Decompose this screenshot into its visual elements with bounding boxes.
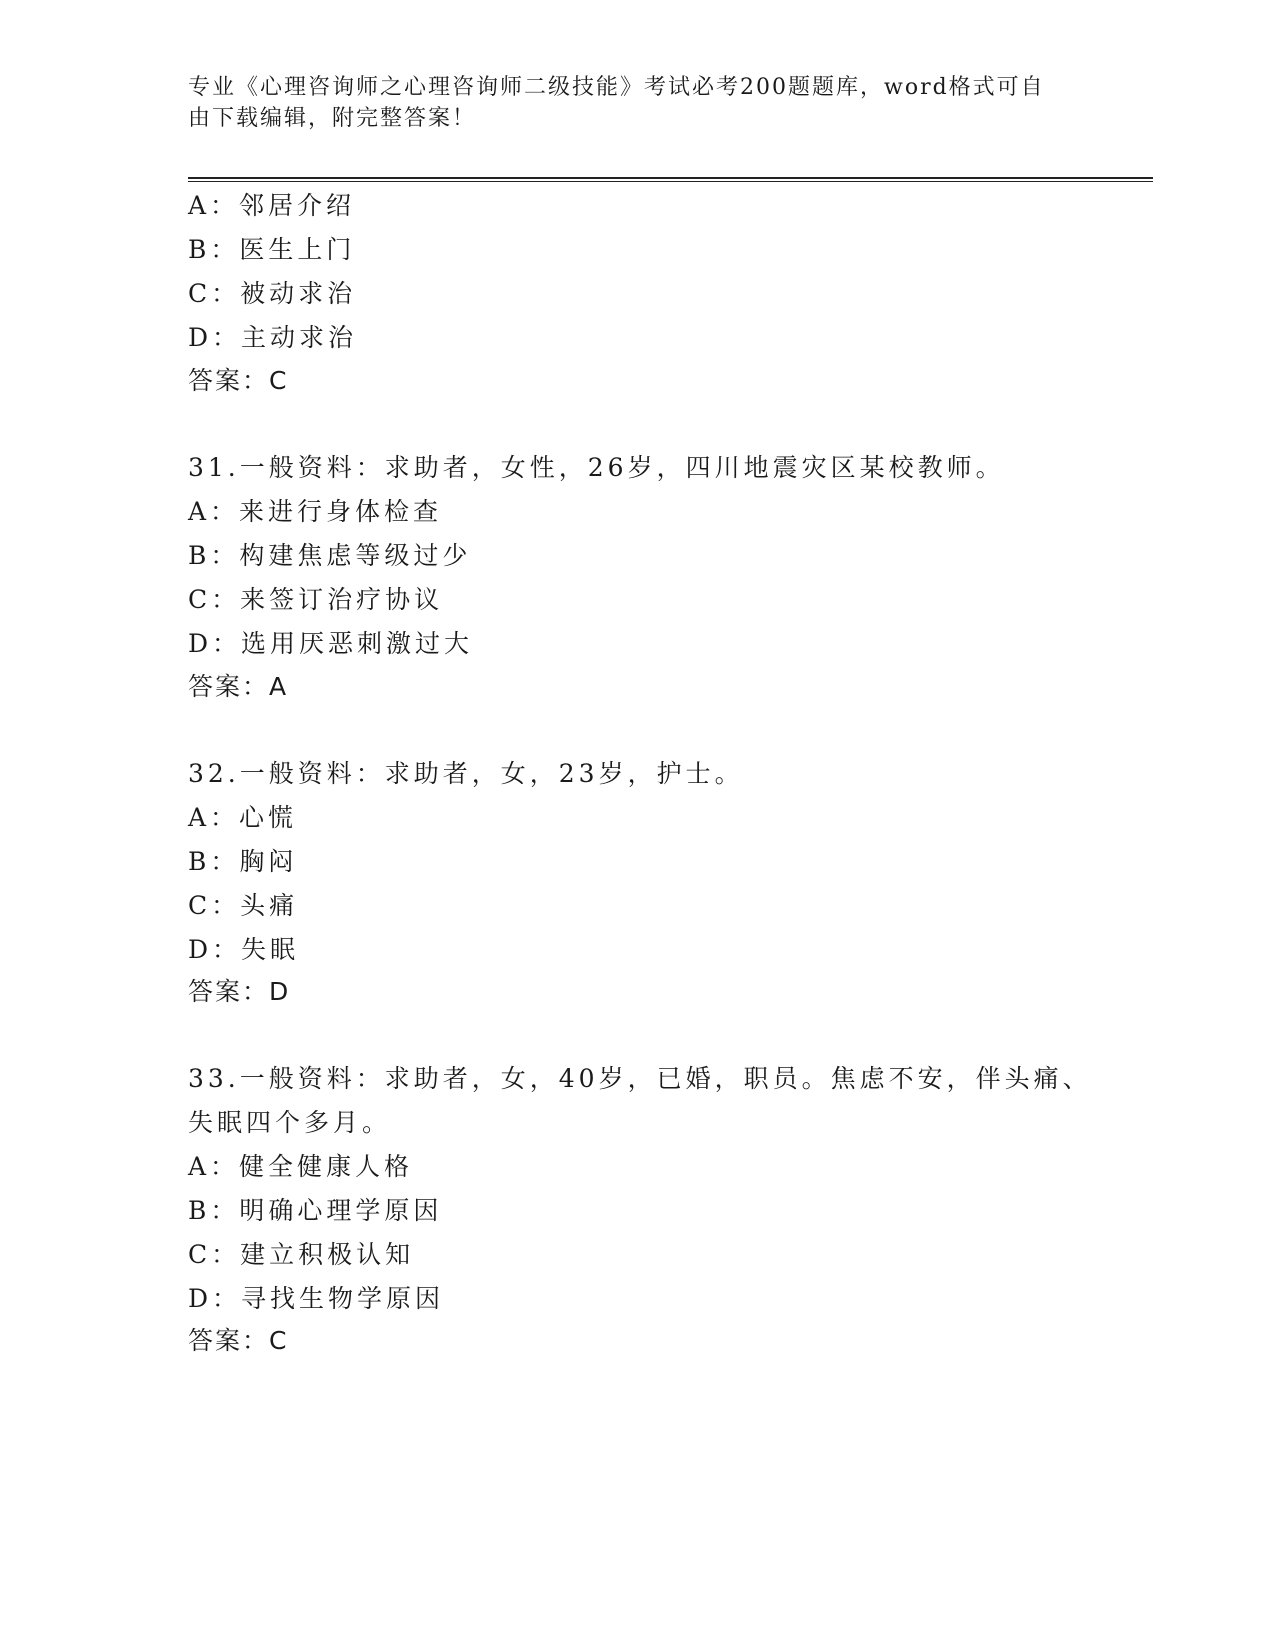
q33-option-c: C：建立积极认知 xyxy=(188,1240,415,1269)
q33-stem-line-2: 失眠四个多月。 xyxy=(188,1108,392,1137)
q33-answer: 答案：C xyxy=(188,1326,289,1355)
q30-option-a: A：邻居介绍 xyxy=(188,191,356,220)
q31-option-b: B：构建焦虑等级过少 xyxy=(188,541,472,570)
header-line-1: 专业《心理咨询师之心理咨询师二级技能》考试必考200题题库，word格式可自 xyxy=(188,75,1045,100)
q33-option-a: A：健全健康人格 xyxy=(188,1152,414,1181)
q32-option-d: D：失眠 xyxy=(188,935,300,964)
q32-stem: 32.一般资料：求助者，女，23岁，护士。 xyxy=(188,759,744,788)
q30-option-c: C：被动求治 xyxy=(188,279,357,308)
q32-answer: 答案：D xyxy=(188,977,291,1006)
q32-option-b: B：胸闷 xyxy=(188,847,298,876)
q31-stem: 31.一般资料：求助者，女性，26岁，四川地震灾区某校教师。 xyxy=(188,453,1005,482)
q30-answer: 答案：C xyxy=(188,366,289,395)
q32-option-a: A：心慌 xyxy=(188,803,298,832)
q32-option-c: C：头痛 xyxy=(188,891,299,920)
q31-answer: 答案：A xyxy=(188,672,289,701)
q31-option-d: D：选用厌恶刺激过大 xyxy=(188,629,474,658)
q30-option-d: D：主动求治 xyxy=(188,323,358,352)
q33-stem-line-1: 33.一般资料：求助者，女，40岁，已婚，职员。焦虑不安，伴头痛、 xyxy=(188,1064,1092,1093)
q31-option-c: C：来签订治疗协议 xyxy=(188,585,444,614)
q31-option-a: A：来进行身体检查 xyxy=(188,497,443,526)
document-header xyxy=(188,72,1068,134)
header-line-2: 由下载编辑，附完整答案！ xyxy=(188,106,477,131)
q30-option-b: B：医生上门 xyxy=(188,235,356,264)
q33-option-d: D：寻找生物学原因 xyxy=(188,1284,445,1313)
q33-option-b: B：明确心理学原因 xyxy=(188,1196,443,1225)
header-divider xyxy=(188,177,1153,182)
